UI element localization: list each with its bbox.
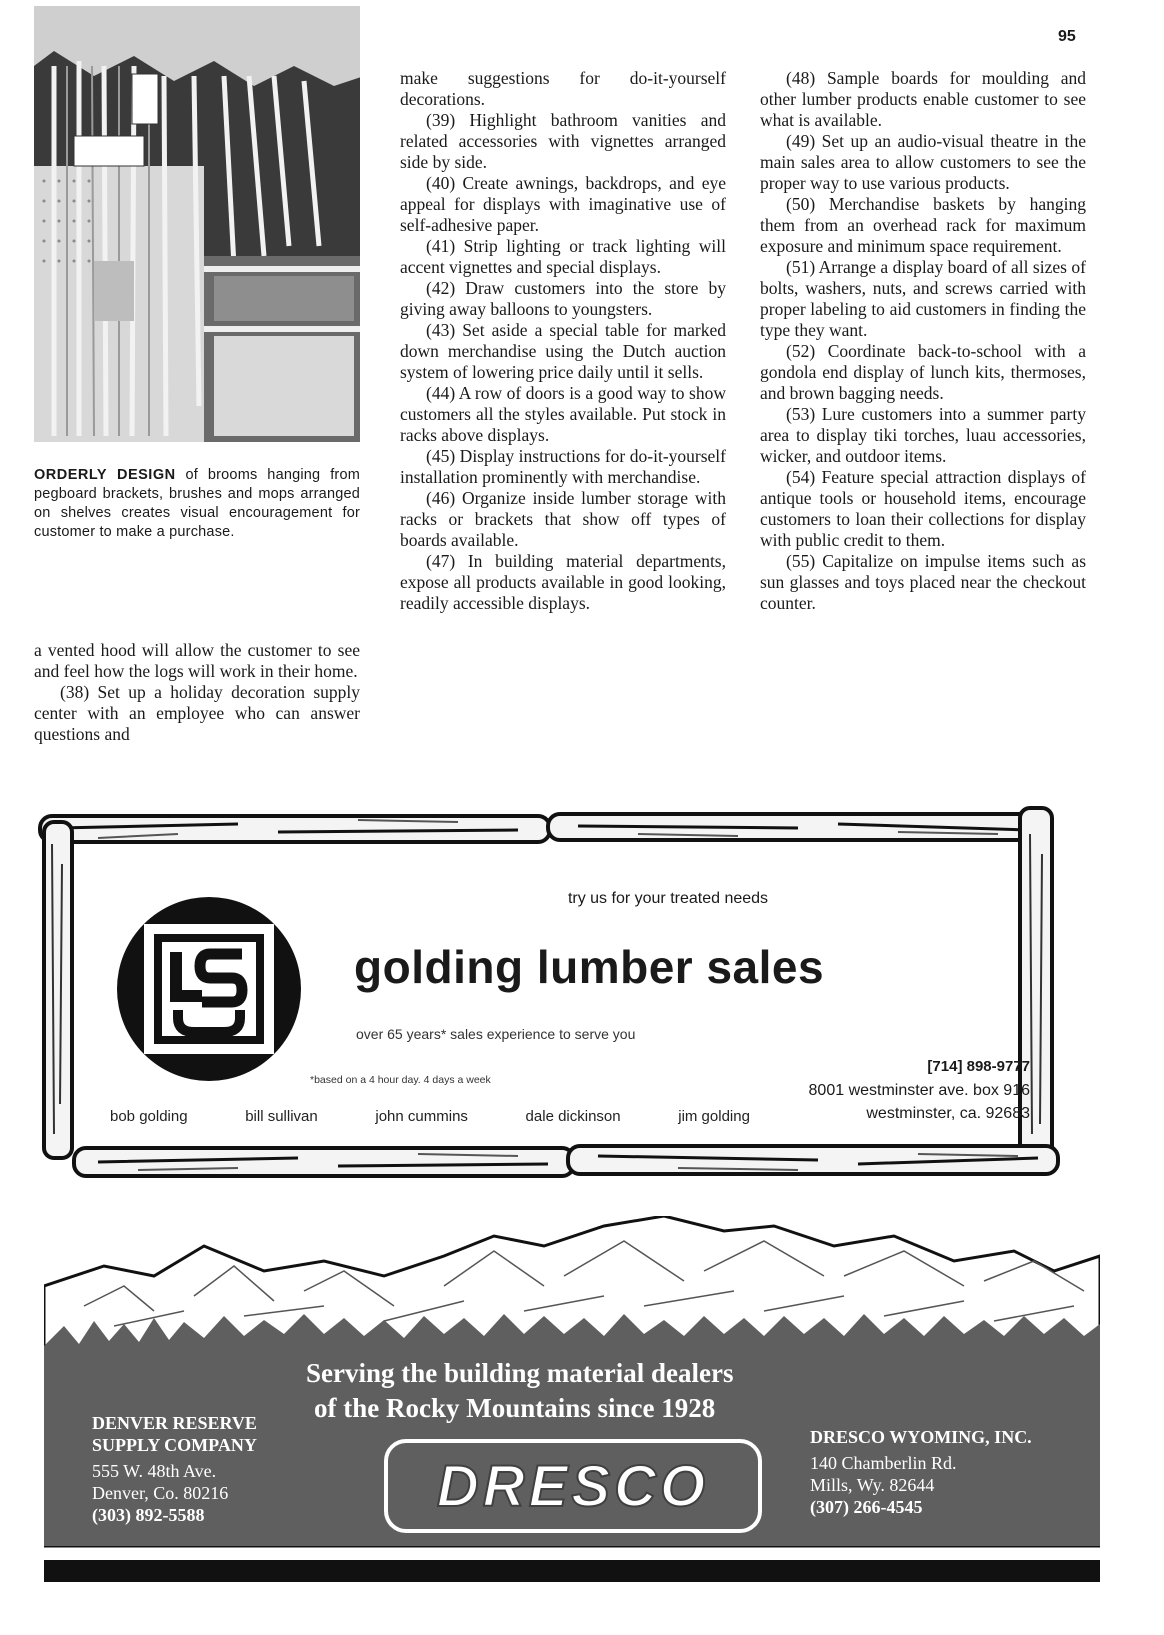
dresco-ad <box>44 1216 1100 1586</box>
branch-street: 555 W. 48th Ave. <box>92 1461 217 1481</box>
phone-number: [714] 898-9777 <box>927 1058 1030 1075</box>
paragraph: (40) Create awnings, backdrops, and eye appeal for displays with imaginative use of self-adhesive paper. <box>400 173 726 235</box>
paragraph: (47) In building material departments, expose all products available in good looking, readily accessible displays. <box>400 551 726 613</box>
slogan-line-1: Serving the building material dealers <box>306 1358 734 1388</box>
paragraph: a vented hood will allow the customer to see and feel how the logs will work in their home. <box>34 640 360 681</box>
address-line-2: westminster, ca. 92683 <box>866 1105 1030 1122</box>
dresco-slogan <box>306 1356 896 1426</box>
staff-name: bob golding <box>110 1108 188 1125</box>
paragraph: make suggestions for do-it-yourself decorations. <box>400 68 726 109</box>
bottom-rule <box>44 1560 1100 1582</box>
wyoming-branch <box>810 1426 1070 1518</box>
article-column-3 <box>760 68 1086 614</box>
staff-name: bill sullivan <box>245 1108 318 1125</box>
paragraph: (42) Draw customers into the store by giving away balloons to youngsters. <box>400 278 726 319</box>
paragraph: (52) Coordinate back-to-school with a gondola end display of lunch kits, thermoses, and brown bagging needs. <box>760 341 1086 403</box>
paragraph: (55) Capitalize on impulse items such as sun glasses and toys placed near the checkout counter. <box>760 551 1086 613</box>
paragraph: (43) Set aside a special table for marked down merchandise using the Dutch auction system of lowering price daily until it sells. <box>400 320 726 382</box>
caption-lead: ORDERLY DESIGN <box>34 467 176 483</box>
company-name: golding lumber sales <box>354 941 825 993</box>
branch-phone: (307) 266-4545 <box>810 1497 923 1517</box>
gls-monogram-logo <box>114 894 304 1084</box>
staff-name: jim golding <box>678 1108 750 1125</box>
staff-name: john cummins <box>375 1108 468 1125</box>
paragraph: (48) Sample boards for moulding and other lumber products enable customer to see what is available. <box>760 68 1086 130</box>
staff-names <box>110 1108 750 1125</box>
paragraph: (46) Organize inside lumber storage with racks or brackets that show off types of boards available. <box>400 488 726 550</box>
paragraph: (45) Display instructions for do-it-yourself installation prominently with merchandise. <box>400 446 726 487</box>
paragraph: (44) A row of doors is a good way to show customers all the styles available. Put stock in racks above displays. <box>400 383 726 445</box>
paragraph: (38) Set up a holiday decoration supply center with an employee who can answer questions and <box>34 682 360 744</box>
paragraph: (41) Strip lighting or track lighting will accent vignettes and special displays. <box>400 236 726 277</box>
paragraph: (50) Merchandise baskets by hanging them from an overhead rack for maximum exposure and minimum space requirement. <box>760 194 1086 256</box>
photo-caption <box>34 466 360 542</box>
footnote: *based on a 4 hour day. 4 days a week <box>310 1074 491 1086</box>
dresco-logo <box>384 1439 762 1533</box>
address-line-1: 8001 westminster ave. box 916 <box>808 1082 1030 1099</box>
branch-phone: (303) 892-5588 <box>92 1505 205 1525</box>
photo-illustration <box>34 6 360 442</box>
experience-line: over 65 years* sales experience to serve you <box>356 1026 636 1042</box>
paragraph: (49) Set up an audio-visual theatre in the main sales area to allow customers to see the proper way to use various products. <box>760 131 1086 193</box>
paragraph: (51) Arrange a display board of all sizes of bolts, washers, nuts, and screws carried with proper labeling to aid customers in finding the type they want. <box>760 257 1086 340</box>
ad-tagline: try us for your treated needs <box>567 890 769 907</box>
golding-lumber-ad <box>38 804 1108 1194</box>
branch-name-line-1: DENVER RESERVE <box>92 1413 257 1433</box>
article-column-1 <box>34 640 360 745</box>
branch-street: 140 Chamberlin Rd. <box>810 1453 957 1473</box>
staff-name: dale dickinson <box>525 1108 621 1125</box>
article-column-2 <box>400 68 726 614</box>
branch-city: Mills, Wy. 82644 <box>810 1475 935 1495</box>
branch-name-line-2: SUPPLY COMPANY <box>92 1435 257 1455</box>
paragraph: (39) Highlight bathroom vanities and related accessories with vignettes arranged side by side. <box>400 110 726 172</box>
branch-name: DRESCO WYOMING, INC. <box>810 1427 1032 1447</box>
dresco-brand-text: DRESCO <box>436 1453 710 1519</box>
caption-text: of brooms hanging from pegboard brackets, brushes and mops arranged on shelves creates visual encouragement for customer to make a purchase. <box>34 467 361 540</box>
photo-brooms-pegboard <box>34 6 360 442</box>
page-number: 95 <box>1058 28 1076 45</box>
paragraph: (54) Feature special attraction displays of antique tools or household items, encourage customers to loan their collections for display with public credit to them. <box>760 467 1086 550</box>
branch-city: Denver, Co. 80216 <box>92 1483 229 1503</box>
denver-branch <box>92 1412 312 1526</box>
slogan-line-2: of the Rocky Mountains since 1928 <box>314 1393 716 1423</box>
paragraph: (53) Lure customers into a summer party area to display tiki torches, luau accessories, wicker, and outdoor items. <box>760 404 1086 466</box>
